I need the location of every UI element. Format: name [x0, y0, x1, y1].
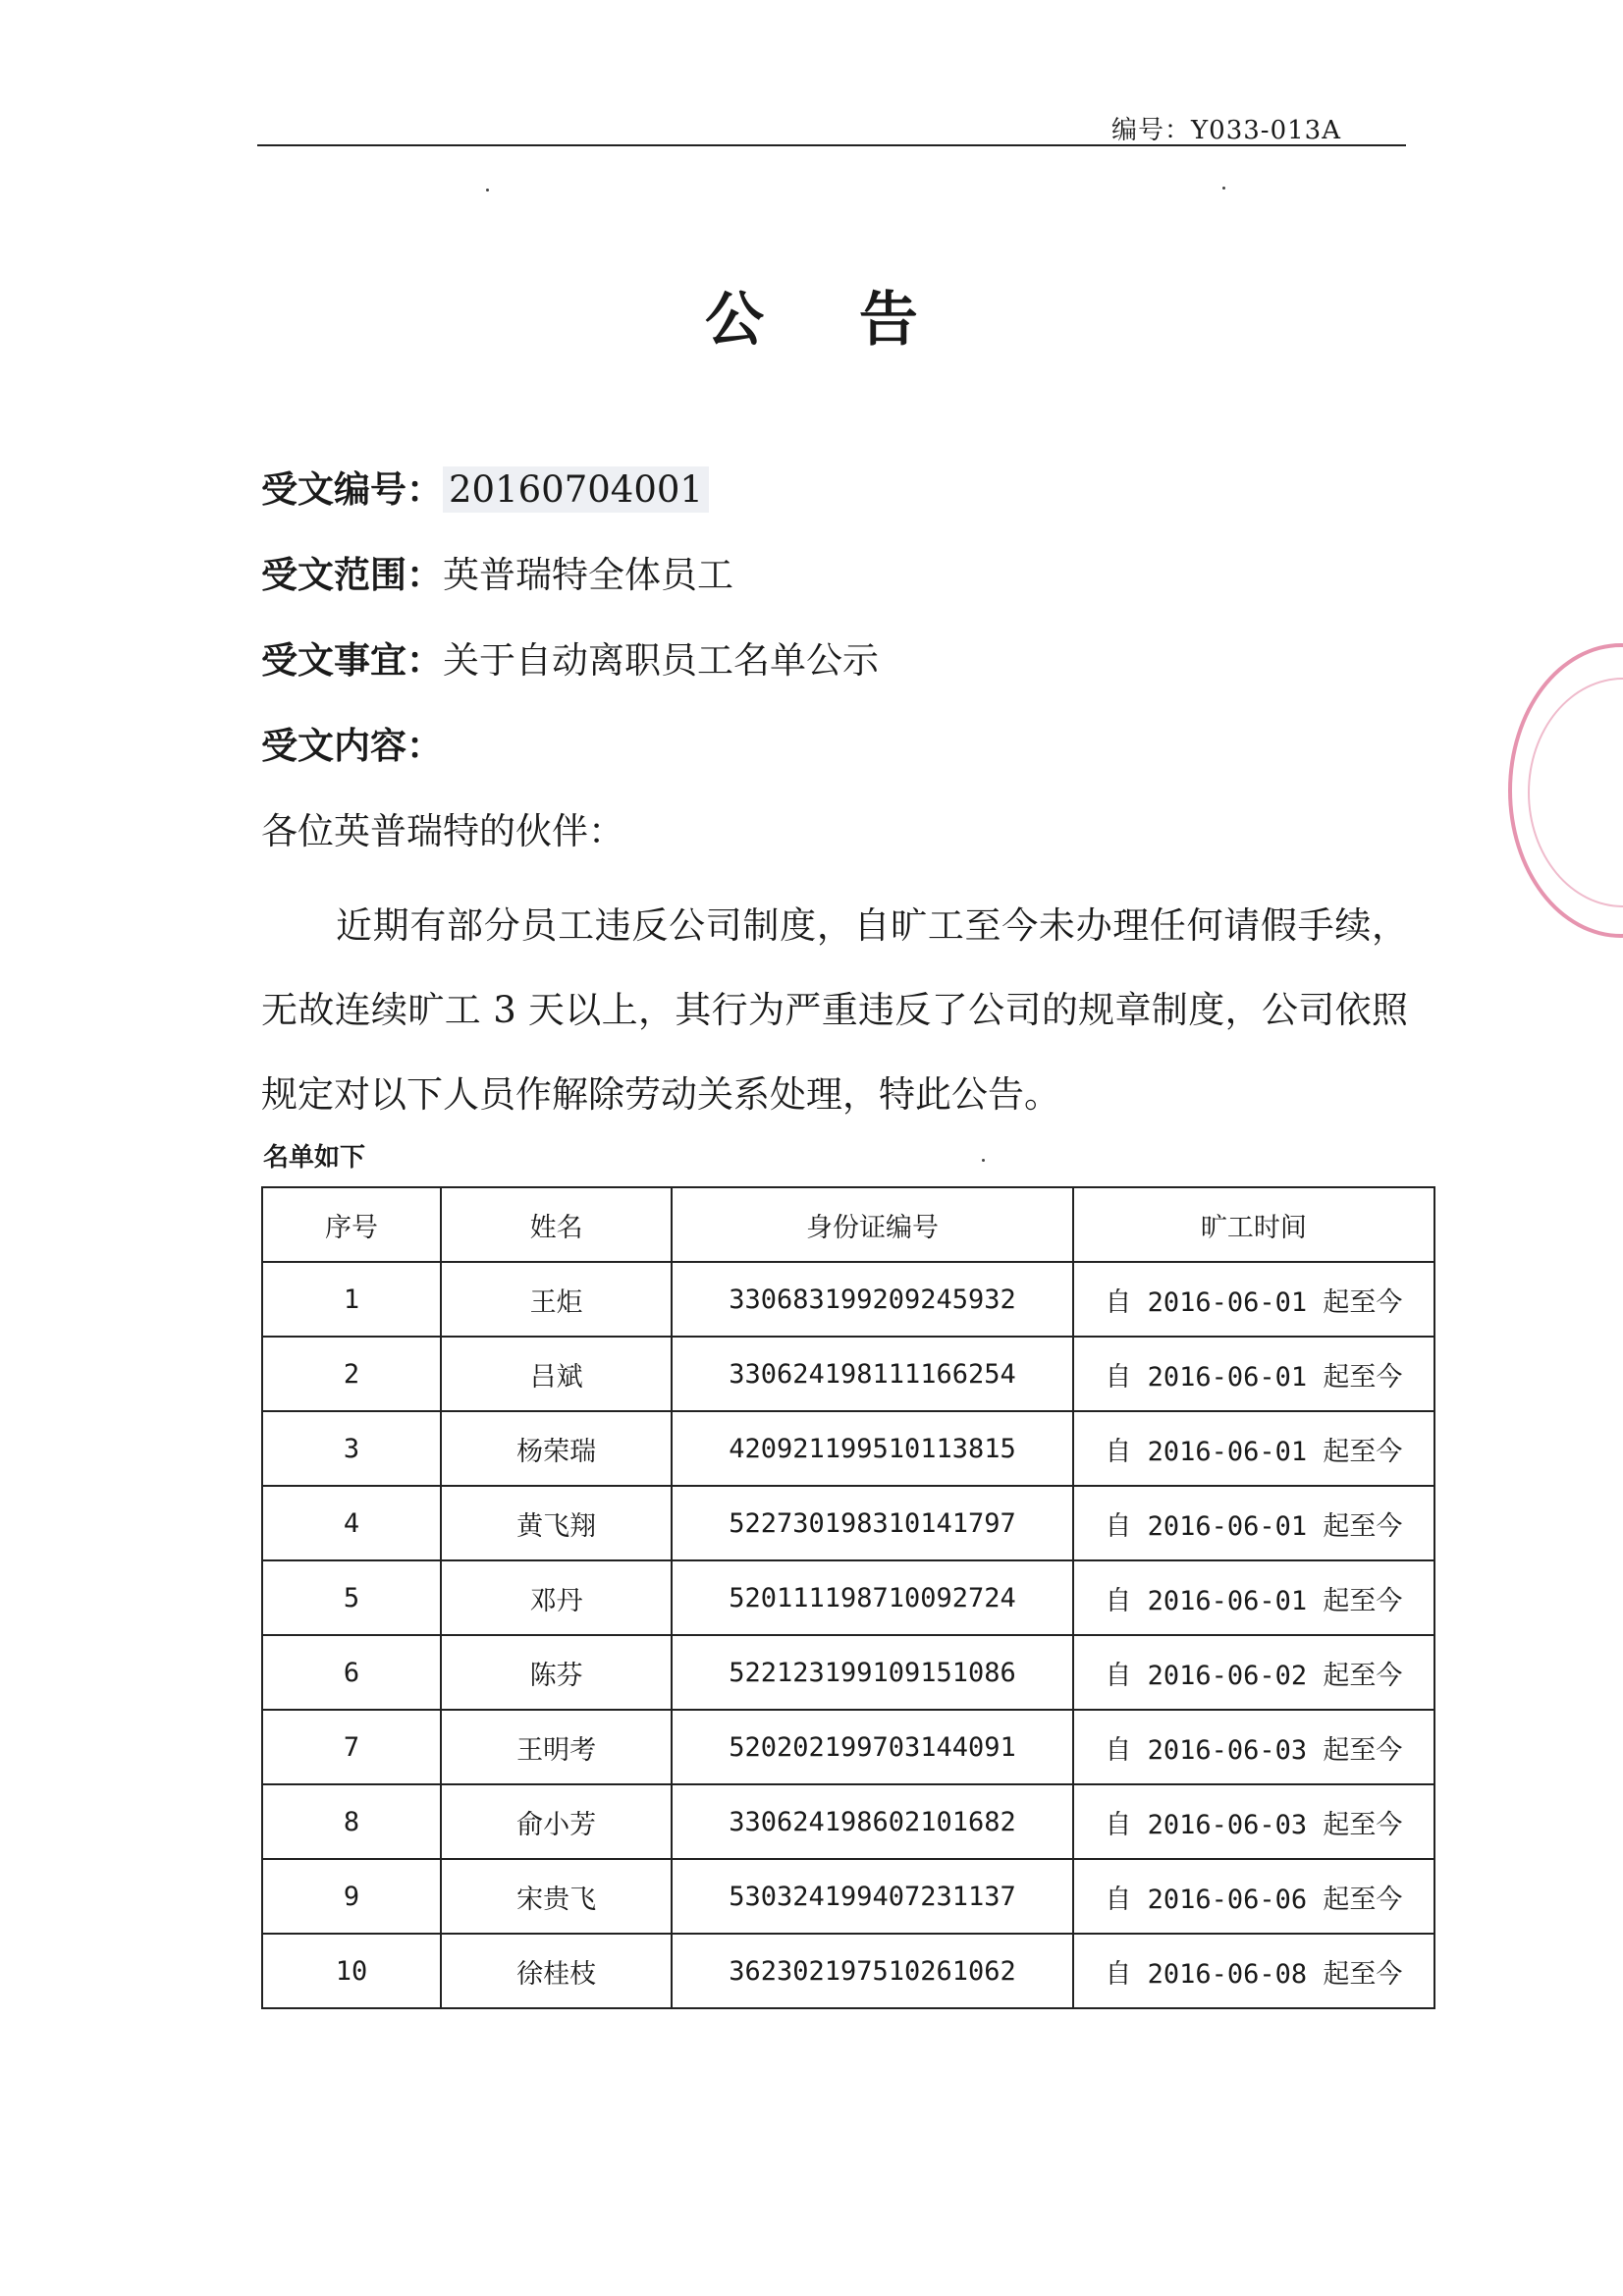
- seq-cell: 9: [262, 1859, 441, 1934]
- seq-cell: 3: [262, 1411, 441, 1486]
- table-row: [262, 1710, 1434, 1784]
- absence-time-cell: 自 2016-06-01 起至今: [1073, 1262, 1434, 1337]
- table-row: [262, 1337, 1434, 1411]
- column-header-seq: 序号: [262, 1187, 441, 1262]
- id-number-cell: 520111198710092724: [672, 1560, 1072, 1635]
- seq-cell: 10: [262, 1934, 441, 2008]
- header-divider: [257, 144, 1406, 146]
- name-cell: 吕斌: [441, 1337, 672, 1411]
- seq-cell: 4: [262, 1486, 441, 1560]
- id-number-cell: 520202199703144091: [672, 1710, 1072, 1784]
- id-number-cell: 522123199109151086: [672, 1635, 1072, 1710]
- id-number-cell: 330624198111166254: [672, 1337, 1072, 1411]
- seq-cell: 6: [262, 1635, 441, 1710]
- scan-speck: [982, 1159, 985, 1162]
- field-value: 20160704001: [443, 466, 709, 513]
- seq-cell: 7: [262, 1710, 441, 1784]
- employee-table: [261, 1186, 1435, 2009]
- name-cell: 宋贵飞: [441, 1859, 672, 1934]
- scan-speck: [486, 189, 489, 191]
- column-header-absence: 旷工时间: [1073, 1187, 1434, 1262]
- field-value: 英普瑞特全体员工: [443, 554, 733, 596]
- table-body: [262, 1262, 1434, 2008]
- greeting: 各位英普瑞特的伙伴：: [261, 810, 624, 852]
- table-row: [262, 1635, 1434, 1710]
- name-cell: 邓丹: [441, 1560, 672, 1635]
- field-doc-number: [261, 460, 709, 513]
- notice-body: 近期有部分员工违反公司制度，自旷工至今未办理任何请假手续，无故连续旷工 3 天以上，其行为严重违反了公司的规章制度，公司依照规定对以下人员作解除劳动关系处理，特此公告。: [261, 904, 1408, 1116]
- table-row: [262, 1859, 1434, 1934]
- field-label: 受文事宜：: [261, 639, 443, 682]
- field-subject: [261, 630, 879, 683]
- name-cell: 杨荣瑞: [441, 1411, 672, 1486]
- absence-time-cell: 自 2016-06-01 起至今: [1073, 1560, 1434, 1635]
- document-code: 编号：Y033-013A: [1111, 116, 1341, 145]
- table-row: [262, 1560, 1434, 1635]
- table-row: [262, 1934, 1434, 2008]
- scan-speck: [1222, 187, 1225, 190]
- id-number-cell: 420921199510113815: [672, 1411, 1072, 1486]
- absence-time-cell: 自 2016-06-01 起至今: [1073, 1411, 1434, 1486]
- name-cell: 王明考: [441, 1710, 672, 1784]
- field-label: 受文范围：: [261, 554, 443, 596]
- absence-time-cell: 自 2016-06-02 起至今: [1073, 1635, 1434, 1710]
- seq-cell: 1: [262, 1262, 441, 1337]
- column-header-name: 姓名: [441, 1187, 672, 1262]
- absence-time-cell: 自 2016-06-03 起至今: [1073, 1710, 1434, 1784]
- absence-time-cell: 自 2016-06-06 起至今: [1073, 1859, 1434, 1934]
- list-caption: 名单如下: [263, 1143, 366, 1173]
- absence-time-cell: 自 2016-06-08 起至今: [1073, 1934, 1434, 2008]
- field-label: 受文编号：: [261, 468, 443, 511]
- id-number-cell: 522730198310141797: [672, 1486, 1072, 1560]
- field-value: 关于自动离职员工名单公示: [443, 639, 879, 682]
- column-header-id: 身份证编号: [672, 1187, 1072, 1262]
- id-number-cell: 330683199209245932: [672, 1262, 1072, 1337]
- seq-cell: 5: [262, 1560, 441, 1635]
- name-cell: 俞小芳: [441, 1784, 672, 1859]
- table-row: [262, 1486, 1434, 1560]
- absence-time-cell: 自 2016-06-01 起至今: [1073, 1486, 1434, 1560]
- id-number-cell: 362302197510261062: [672, 1934, 1072, 2008]
- table-row: [262, 1411, 1434, 1486]
- seq-cell: 8: [262, 1784, 441, 1859]
- table-row: [262, 1784, 1434, 1859]
- table-row: [262, 1262, 1434, 1337]
- id-number-cell: 530324199407231137: [672, 1859, 1072, 1934]
- page-title: 公 告: [705, 286, 955, 355]
- table-header-row: [262, 1187, 1434, 1262]
- name-cell: 黄飞翔: [441, 1486, 672, 1560]
- absence-time-cell: 自 2016-06-03 起至今: [1073, 1784, 1434, 1859]
- field-scope: [261, 545, 733, 598]
- name-cell: 徐桂枝: [441, 1934, 672, 2008]
- id-number-cell: 330624198602101682: [672, 1784, 1072, 1859]
- name-cell: 王炬: [441, 1262, 672, 1337]
- name-cell: 陈芬: [441, 1635, 672, 1710]
- seq-cell: 2: [262, 1337, 441, 1411]
- field-label: 受文内容：: [261, 725, 443, 767]
- absence-time-cell: 自 2016-06-01 起至今: [1073, 1337, 1434, 1411]
- field-content: [261, 716, 443, 769]
